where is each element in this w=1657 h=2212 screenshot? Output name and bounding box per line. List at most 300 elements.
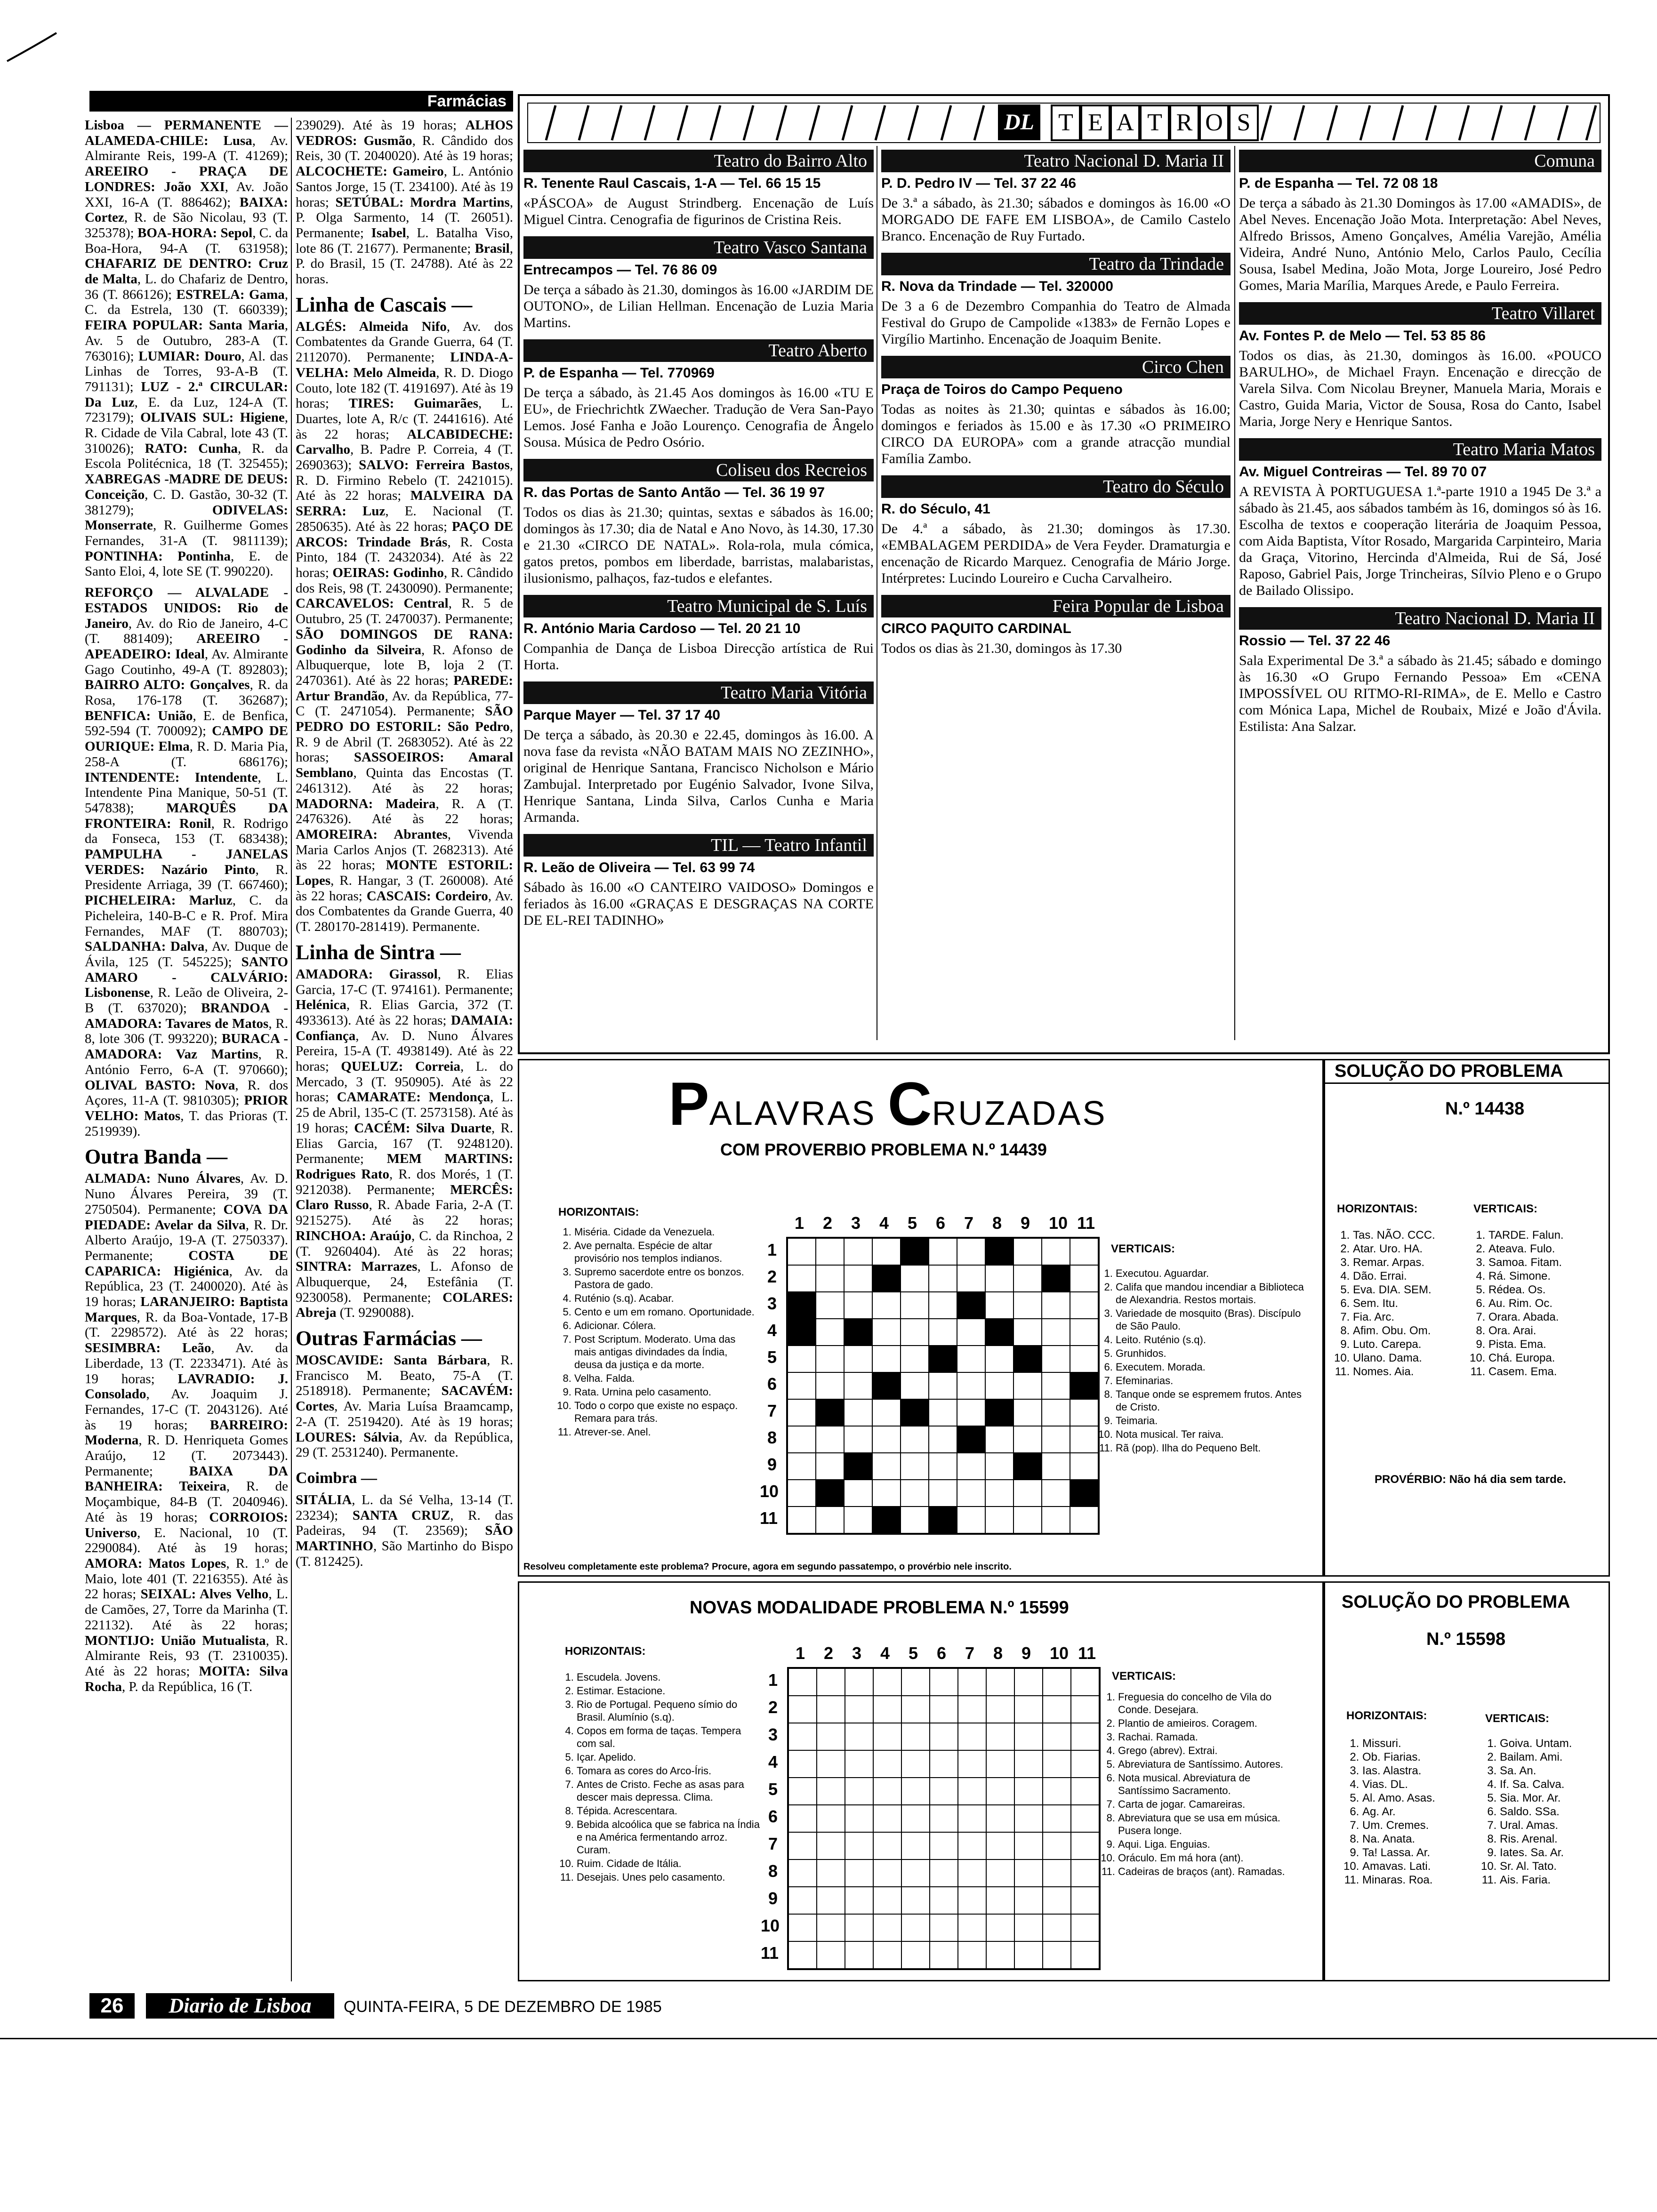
theatre-description: De terça a sábado às 21.30, domingos às 16.00 «JARDIM DE OUTONO», de Lilian Hellman. Encenação de Luzia Maria Martins.: [523, 282, 874, 330]
grid-cell: [1070, 1292, 1098, 1319]
grid-cell: [1014, 1668, 1043, 1696]
solution-1-horiz: [1332, 1228, 1464, 1378]
black-square: [872, 1507, 901, 1533]
crossword-title: [668, 1068, 1233, 1138]
solution-2-number: N.º 15598: [1426, 1629, 1506, 1649]
grid-cell: [958, 1832, 986, 1859]
grid-cell: [873, 1887, 901, 1914]
crossword-2-vert-label: VERTICAIS:: [1112, 1670, 1176, 1683]
grid-cell: [816, 1346, 844, 1372]
farmacias-column-2: [296, 118, 513, 1981]
grid-cell: [1014, 1941, 1043, 1969]
row-number: 8: [767, 1427, 777, 1447]
banner-letter: S: [1229, 104, 1259, 141]
clue-item: 11. Cadeiras de braços (ant). Ramadas.: [1118, 1865, 1302, 1878]
grid-cell: [788, 1480, 816, 1507]
pharmacy-paragraph: 239029). Até às 19 horas; ALHOS VEDROS: Gusmão, R. Cândido dos Reis, 30 (T. 2040020). Até às 19 horas; ALCOCHETE: Gameiro, L. António Santos Jorge, 15 (T. 234100). Até às 19 horas; SETÚBAL: Mordra Martins, P. Olga Sarmento, 14 (T. 26051). Permanente; Isabel, L. Batalha Viso, lote 86 (T. 21677). Permanente; Brasil, P. do Brasil, 15 (T. 24788). Até às 22 horas.: [296, 118, 513, 287]
theatre-address: CIRCO PAQUITO CARDINAL: [881, 621, 1071, 636]
grid-cell: [901, 1778, 930, 1805]
grid-cell: [985, 1453, 1014, 1480]
banner-letter: O: [1199, 104, 1229, 141]
clue-item: 4. Ruténio (s.q). Acabar.: [574, 1292, 758, 1305]
grid-cell: [1070, 1507, 1098, 1533]
grid-cell: [788, 1941, 817, 1969]
grid-cell: [986, 1887, 1014, 1914]
black-square: [816, 1480, 844, 1507]
clue-item: 2. Ateava. Fulo.: [1488, 1242, 1604, 1256]
theatre-listing: [523, 595, 874, 673]
farmacias-column-1: [85, 118, 288, 1981]
grid-cell: [901, 1832, 930, 1859]
grid-cell: [930, 1750, 958, 1778]
column-number: 3: [852, 1643, 862, 1663]
column-number: 6: [937, 1643, 947, 1663]
crossword-2-horiz-clues: [558, 1671, 760, 1884]
solution-2-vert-label: VERTICAIS:: [1485, 1712, 1550, 1725]
clue-item: 5. Içar. Apelido.: [577, 1751, 760, 1763]
theatre-title-bar: Circo Chen: [881, 356, 1231, 378]
grid-cell: [957, 1372, 985, 1399]
solution-1-number: N.º 14438: [1445, 1099, 1525, 1119]
theatre-description: De 3.ª a sábado, às 21.30; sábados e domingos às 16.00 «O MORGADO DE FAFE EM LISBOA», de Camilo Castelo Branco. Encenação de Ruy Furtado.: [881, 195, 1231, 244]
grid-cell: [872, 1319, 901, 1346]
grid-cell: [872, 1346, 901, 1372]
clue-item: 3. Rio de Portugal. Pequeno símio do Brasil. Alumínio (s.q).: [577, 1698, 760, 1723]
clue-item: 3. Remar. Arpas.: [1353, 1256, 1464, 1269]
clue-item: 5. Abreviatura de Santíssimo. Autores.: [1118, 1758, 1302, 1771]
grid-cell: [844, 1265, 872, 1292]
theatre-title-bar: Coliseu dos Recreios: [523, 459, 874, 481]
theatre-description: De terça a sábado, às 21.45 Aos domingos às 16.00 «TU E EU», de Friechrichtk ZWaecher. Tradução de Vera San-Payo Lemos. José Fanha e João Lourenço. Cenografia de Ângelo Sousa. Música de Pedro Osório.: [523, 385, 874, 450]
black-square: [816, 1399, 844, 1426]
grid-cell: [985, 1372, 1014, 1399]
grid-cell: [873, 1914, 901, 1941]
grid-cell: [816, 1238, 844, 1265]
theatre-description: Companhia de Dança de Lisboa Direcção artística de Rui Horta.: [523, 641, 874, 673]
theatre-address: Rossio — Tel. 37 22 46: [1239, 633, 1391, 649]
grid-cell: [929, 1292, 957, 1319]
theatre-listing: [523, 834, 874, 929]
theatre-description: De terça a sábado às 21.30 Domingos às 17.00 «AMADIS», de Abel Neves. Encenação João Mota. Interpretação: Abel Neves, Alfredo Brissos, Ameno Gonçalves, Amélia Varejão, Amélia Videira, André Nuno, António Melo, Carlos Paulo, Cecília Sousa, Isabel Medina, João Mota, Jorge Loureiro, José Pedro Gomes, Maria Marília, Marques Arede, e Paulo Ferreira.: [1239, 195, 1601, 293]
grid-cell: [901, 1941, 930, 1969]
black-square: [1070, 1480, 1098, 1507]
theatre-listing: [881, 150, 1231, 244]
crossword-1-horiz-label: HORIZONTAIS:: [558, 1206, 639, 1218]
grid-cell: [817, 1914, 845, 1941]
pharmacy-paragraph: REFORÇO — ALVALADE -ESTADOS UNIDOS: Rio de Janeiro, Av. do Rio de Janeiro, 4-C (T. 881409); AREEIRO -APEADEIRO: Ideal, Av. Almirante Gago Coutinho, 49-A (T. 892803); BAIRRO ALTO: Gonçalves, R. da Rosa, 176-178 (T. 362687); BENFICA: União, E. de Benfica, 592-594 (T. 700092); CAMPO DE OURIQUE: Elma, R. D. Maria Pia, 258-A (T. 686176); INTENDENTE: Intendente, L. Intendente Pina Manique, 50-51 (T. 547838); MARQUÊS DA FRONTEIRA: Ronil, R. Rodrigo da Fonseca, 153 (T. 683438); PAMPULHA - JANELAS VERDES: Nazário Pinto, R. Presidente Arriaga, 39 (T. 667460); PICHELEIRA: Marluz, C. da Picheleira, 140-B-C e R. Prof. Mira Fernandes, MAF (T. 880703); SALDANHA: Dalva, Av. Duque de Ávila, 125 (T. 545225); SANTO AMARO - CALVÁRIO: Lisbonense, R. Leão de Oliveira, 2-B (T. 637020); BRANDOA -AMADORA: Tavares de Matos, R. 8, lote 306 (T. 993220); BURACA - AMADORA: Vaz Martins, R. António Ferro, 6-A (T. 970660); OLIVAL BASTO: Nova, R. dos Açores, 11-A (T. 9810305); PRIOR VELHO: Matos, T. das Prioras (T. 2519939).: [85, 585, 288, 1139]
clue-item: 2. Ave pernalta. Espécie de altar provisório nos templos indianos.: [574, 1239, 758, 1265]
grid-cell: [1071, 1723, 1099, 1750]
black-square: [1014, 1453, 1042, 1480]
clue-item: 5. Cento e um em romano. Oportunidade.: [574, 1306, 758, 1318]
theatre-address: Entrecampos — Tel. 76 86 09: [523, 262, 717, 278]
grid-cell: [901, 1507, 929, 1533]
grid-cell: [816, 1319, 844, 1346]
theatre-title-bar: Teatro da Trindade: [881, 253, 1231, 275]
proverb-text: Não há dia sem tarde.: [1449, 1473, 1566, 1486]
crossword-1-vert-label: VERTICAIS:: [1111, 1242, 1175, 1255]
masthead: Diario de Lisboa: [146, 1993, 334, 2019]
grid-cell: [930, 1668, 958, 1696]
column-number: 5: [909, 1643, 918, 1663]
crossword-1-subtitle: COM PROVERBIO PROBLEMA N.º 14439: [720, 1140, 1047, 1159]
grid-cell: [958, 1750, 986, 1778]
grid-cell: [817, 1832, 845, 1859]
theatre-listing: [1239, 302, 1601, 430]
clue-item: 2. Estimar. Estacione.: [577, 1684, 760, 1697]
grid-cell: [929, 1238, 957, 1265]
column-number: 9: [1022, 1643, 1031, 1663]
grid-cell: [986, 1723, 1014, 1750]
clue-item: 9. Pista. Ema.: [1488, 1338, 1604, 1351]
grid-cell: [1071, 1859, 1099, 1887]
grid-cell: [930, 1805, 958, 1832]
clue-item: 11. Atrever-se. Anel.: [574, 1426, 758, 1438]
clue-item: 9. Teimaria.: [1116, 1414, 1304, 1427]
grid-cell: [985, 1426, 1014, 1453]
grid-cell: [985, 1346, 1014, 1372]
black-square: [844, 1319, 872, 1346]
column-number: 10: [1050, 1643, 1069, 1663]
grid-cell: [844, 1399, 872, 1426]
theatre-title-bar: Comuna: [1239, 150, 1601, 172]
theatre-description: De 4.ª a sábado, às 21.30; domingos às 17.30. «EMBALAGEM PERDIDA» de Vera Feyder. Dramaturgia e encenação de Ricardo Marquez. Cenografia de Mário Jorge. Intérpretes: Lucindo Loureiro e Cucha Carvalheiro.: [881, 521, 1231, 586]
theatre-address: R. do Século, 41: [881, 501, 990, 517]
clue-item: 11. Minaras. Roa.: [1362, 1873, 1478, 1887]
grid-cell: [1070, 1319, 1098, 1346]
grid-cell: [845, 1832, 873, 1859]
clue-item: 1. Miséria. Cidade da Venezuela.: [574, 1226, 758, 1238]
grid-cell: [901, 1668, 930, 1696]
clue-item: 3. Sa. An.: [1500, 1764, 1606, 1778]
grid-cell: [788, 1778, 817, 1805]
row-number: 10: [761, 1916, 780, 1935]
grid-cell: [901, 1887, 930, 1914]
grid-cell: [1043, 1941, 1071, 1969]
clue-item: 3. Samoa. Fitam.: [1488, 1256, 1604, 1269]
theatre-title-bar: Teatro Nacional D. Maria II: [1239, 607, 1601, 630]
grid-cell: [817, 1778, 845, 1805]
grid-cell: [1043, 1668, 1071, 1696]
grid-cell: [929, 1399, 957, 1426]
theatre-listing: [1239, 607, 1601, 735]
grid-cell: [957, 1399, 985, 1426]
grid-cell: [844, 1346, 872, 1372]
grid-cell: [929, 1319, 957, 1346]
theatre-listing: [881, 595, 1231, 657]
clue-item: 10. Amavas. Lati.: [1362, 1859, 1478, 1873]
clue-item: 8. Afim. Obu. Om.: [1353, 1324, 1464, 1338]
clue-item: 8. Ris. Arenal.: [1500, 1832, 1606, 1846]
black-square: [929, 1346, 957, 1372]
teatros-banner: [527, 103, 1601, 143]
grid-cell: [788, 1668, 817, 1696]
column-number: 4: [879, 1213, 889, 1233]
column-number: 1: [795, 1213, 804, 1233]
grid-cell: [1014, 1372, 1042, 1399]
grid-cell: [788, 1238, 816, 1265]
divider: [1324, 1082, 1610, 1084]
clue-item: 4. Dão. Errai.: [1353, 1269, 1464, 1283]
column-number: 10: [1049, 1213, 1068, 1233]
grid-cell: [1071, 1778, 1099, 1805]
grid-cell: [958, 1668, 986, 1696]
black-square: [957, 1426, 985, 1453]
grid-cell: [873, 1805, 901, 1832]
grid-cell: [788, 1859, 817, 1887]
grid-cell: [901, 1426, 929, 1453]
grid-cell: [845, 1805, 873, 1832]
grid-cell: [845, 1723, 873, 1750]
clue-item: 4. Rá. Simone.: [1488, 1269, 1604, 1283]
grid-cell: [1014, 1399, 1042, 1426]
grid-cell: [1071, 1805, 1099, 1832]
grid-cell: [929, 1426, 957, 1453]
grid-frame: [787, 1667, 1101, 1970]
theatre-title-bar: Teatro Maria Matos: [1239, 438, 1601, 461]
clue-item: 10. Chá. Europa.: [1488, 1351, 1604, 1365]
theatre-listing: [881, 356, 1231, 467]
grid-cell: [845, 1941, 873, 1969]
grid-cell: [788, 1750, 817, 1778]
clue-item: 11. Desejais. Unes pelo casamento.: [577, 1871, 760, 1883]
grid-cell: [929, 1372, 957, 1399]
clue-item: 9. Aqui. Liga. Enguias.: [1118, 1838, 1302, 1851]
clue-item: 10. Ruim. Cidade de Itália.: [577, 1857, 760, 1870]
column-number: 5: [908, 1213, 917, 1233]
grid-cell: [788, 1507, 816, 1533]
row-number: 4: [768, 1752, 778, 1771]
grid-cell: [930, 1723, 958, 1750]
grid-cell: [958, 1696, 986, 1723]
theatre-address: Av. Fontes P. de Melo — Tel. 53 85 86: [1239, 328, 1486, 344]
clue-item: 2. Atar. Uro. HA.: [1353, 1242, 1464, 1256]
theatre-listing: [523, 681, 874, 825]
theatre-listing: [523, 150, 874, 228]
grid-cell: [845, 1750, 873, 1778]
theatre-listing: [523, 459, 874, 586]
grid-cell: [985, 1265, 1014, 1292]
column-number: 8: [992, 1213, 1002, 1233]
grid-cell: [872, 1292, 901, 1319]
grid-cell: [845, 1668, 873, 1696]
clue-item: 6. Sem. Itu.: [1353, 1297, 1464, 1310]
row-number: 5: [767, 1347, 777, 1367]
theatre-description: «PÁSCOA» de August Strindberg. Encenação de Luís Miguel Cintra. Cenografia de figurinos de Cristina Reis.: [523, 195, 874, 227]
clue-item: 7. Fia. Arc.: [1353, 1310, 1464, 1324]
grid-cell: [957, 1265, 985, 1292]
row-number: 4: [767, 1320, 777, 1340]
title-big-c: C: [887, 1069, 932, 1138]
grid-frame: [786, 1237, 1100, 1535]
grid-cell: [1071, 1941, 1099, 1969]
footer: [89, 1993, 796, 2020]
crossword-1-horiz-clues: [555, 1226, 758, 1439]
black-square: [985, 1399, 1014, 1426]
grid-cell: [873, 1941, 901, 1969]
black-square: [844, 1453, 872, 1480]
theatre-listing: [881, 253, 1231, 347]
clue-item: 1. Tas. NÃO. CCC.: [1353, 1228, 1464, 1242]
grid-cell: [957, 1507, 985, 1533]
column-number: 8: [993, 1643, 1003, 1663]
clue-item: 6. Au. Rim. Oc.: [1488, 1297, 1604, 1310]
grid-cell: [985, 1507, 1014, 1533]
theatre-description: Todos os dias às 21.30, domingos às 17.30: [881, 641, 1122, 656]
grid-cell: [873, 1778, 901, 1805]
theatre-listing: [1239, 438, 1601, 599]
grid-cell: [1014, 1832, 1043, 1859]
clue-item: 6. Tomara as cores do Arco-Íris.: [577, 1764, 760, 1777]
grid-cell: [1014, 1723, 1043, 1750]
grid-cell: [930, 1832, 958, 1859]
grid-cell: [845, 1778, 873, 1805]
grid-cell: [1014, 1750, 1043, 1778]
grid-cell: [929, 1480, 957, 1507]
grid-cell: [958, 1914, 986, 1941]
clue-item: 7. Efeminarias.: [1116, 1374, 1304, 1387]
grid-cell: [1042, 1453, 1070, 1480]
grid-cell: [1071, 1887, 1099, 1914]
grid-cell: [844, 1372, 872, 1399]
grid-cell: [817, 1668, 845, 1696]
clue-item: 6. Adicionar. Cólera.: [574, 1319, 758, 1332]
theatre-description: De terça a sábado, às 20.30 e 22.45, domingos às 16.00. A nova fase da revista «NÃO BATAM MAIS NO ZEZINHO», original de Henrique Santana, Francisco Nicholson e Mário Zambujal. Interpretado por Eugénio Salvador, Ivone Silva, Henrique Santana, Linda Silva, Carlos Cunha e Maria Armanda.: [523, 727, 874, 825]
theatre-description: Sala Experimental De 3.ª a sábado às 21.45; sábado e domingo às 16.30 «O Grupo Fernando Pessoa» Em «CENA IMPOSSÍVEL OU RITMO-RI-RIMA», de E. Mello e Castro com Mónica Lapa, Michel de Roubaix, Mizé e João d'Ávila. Estilista: Ana Salzar.: [1239, 653, 1601, 734]
grid-cell: [929, 1265, 957, 1292]
clue-item: 5. Grunhidos.: [1116, 1347, 1304, 1360]
teatros-column-2: [881, 150, 1231, 1044]
row-number: 10: [760, 1481, 779, 1501]
black-square: [929, 1507, 957, 1533]
grid-cell: [788, 1832, 817, 1859]
clue-item: 8. Abreviatura que se usa em música. Pusera longe.: [1118, 1811, 1302, 1837]
clue-item: 7. Ural. Amas.: [1500, 1819, 1606, 1832]
pharmacy-paragraph: Linha de Cascais — ALGÉS: Almeida Nifo, Av. dos Combatentes da Grande Guerra, 64 (T. 2112070). Permanente; LINDA-A-VELHA: Melo Almeida, R. D. Diogo Couto, lote 182 (T. 4191697). Até às 19 horas; TIRES: Guimarães, L. Duartes, lote A, R/c (T. 2441616). Até às 22 horas; ALCABIDECHE: Carvalho, B. Padre P. Correia, 4 (T. 2690363); SALVO: Ferreira Bastos, R. D. Firmino Rebelo (T. 2421015). Até às 22 horas; MALVEIRA DA SERRA: Luz, E. Nacional (T. 2850635). Até às 22 horas; PAÇO DE ARCOS: Trindade Brás, R. Costa Pinto, 184 (T. 2432034). Até às 22 horas; OEIRAS: Godinho, R. Cândido dos Reis, 98 (T. 2430090). Permanente; CARCAVELOS: Central, R. 5 de Outubro, 25 (T. 2470037). Permanente; SÃO DOMINGOS DE RANA: Godinho da Silveira, R. Afonso de Albuquerque, lote B, loja 2 (T. 2470361). Até às 22 horas; PAREDE: Artur Brandão, Av. da República, 77-C (T. 2471054). Permanente; SÃO PEDRO DO ESTORIL: São Pedro, R. 9 de Abril (T. 2683052). Até às 22 horas; SASSOEIROS: Amaral Semblano, Quinta das Encostas (T. 2461312). Até às 22 horas; MADORNA: Madeira, R. A (T. 2476326). Até às 22 horas; AMOREIRA: Abrantes, Vivenda Maria Carlos Anjos (T. 2682313). Até às 22 horas; MONTE ESTORIL: Lopes, R. Hangar, 3 (T. 260008). Até às 22 horas; CASCAIS: Cordeiro, Av. dos Combatentes da Grande Guerra, 40 (T. 280170-281419). Permanente.: [296, 293, 513, 935]
clue-item: 1. Escudela. Jovens.: [577, 1671, 760, 1683]
grid-cell: [1071, 1668, 1099, 1696]
theatre-address: P. de Espanha — Tel. 770969: [523, 365, 715, 381]
clue-item: 6. Nota musical. Abreviatura de Santíssimo Sacramento.: [1118, 1771, 1302, 1797]
title-part-2: RUZADAS: [932, 1095, 1107, 1132]
row-number: 6: [767, 1374, 777, 1394]
teatros-column-3: [1239, 150, 1601, 1044]
solution-2-horiz-label: HORIZONTAIS:: [1346, 1709, 1427, 1722]
grid-cell: [844, 1238, 872, 1265]
theatre-address: Parque Mayer — Tel. 37 17 40: [523, 707, 720, 723]
grid-cell: [930, 1696, 958, 1723]
solution-2-horiz: [1342, 1737, 1478, 1887]
grid-cell: [957, 1238, 985, 1265]
grid-cell: [788, 1723, 817, 1750]
clue-item: 6. Saldo. SSa.: [1500, 1805, 1606, 1819]
grid-cell: [816, 1372, 844, 1399]
clue-item: 3. Variedade de mosquito (Bras). Discípulo de São Paulo.: [1116, 1307, 1304, 1332]
grid-cell: [1043, 1914, 1071, 1941]
clue-item: 4. Grego (abrev). Extrai.: [1118, 1744, 1302, 1757]
grid-cell: [1014, 1887, 1043, 1914]
row-number: 7: [767, 1401, 777, 1420]
issue-date: QUINTA-FEIRA, 5 DE DEZEMBRO DE 1985: [344, 1998, 662, 2016]
grid-cell: [958, 1859, 986, 1887]
grid-cell: [1042, 1319, 1070, 1346]
theatre-listing: [881, 475, 1231, 586]
clue-item: 11. Rã (pop). Ilha do Pequeno Belt.: [1116, 1442, 1304, 1454]
clue-item: 8. Tanque onde se espremem frutos. Antes de Cristo.: [1116, 1388, 1304, 1413]
grid-cell: [985, 1480, 1014, 1507]
row-number: 1: [768, 1670, 778, 1690]
clue-item: 9. Bebida alcoólica que se fabrica na Índia e na América fermentando arroz. Curam.: [577, 1818, 760, 1856]
crossword-1-footer: Resolveu completamente este problema? Procure, agora em segundo passatempo, o provérbio nele inscrito.: [523, 1562, 1012, 1572]
grid-cell: [844, 1292, 872, 1319]
grid-cell: [788, 1265, 816, 1292]
grid-cell: [986, 1750, 1014, 1778]
row-number: 11: [761, 1943, 779, 1963]
column-number: 1: [796, 1643, 805, 1663]
grid-cell: [930, 1859, 958, 1887]
clue-item: 2. Bailam. Ami.: [1500, 1750, 1606, 1764]
grid-cell: [817, 1805, 845, 1832]
row-number: 9: [767, 1454, 777, 1474]
theatre-title-bar: Teatro do Bairro Alto: [523, 150, 874, 172]
teatros-column-1: [523, 150, 874, 1044]
clue-item: 4. Leito. Ruténio (s.q).: [1116, 1333, 1304, 1346]
crossword-1-vert-clues: [1097, 1267, 1304, 1455]
crossword-2-horiz-label: HORIZONTAIS:: [565, 1645, 646, 1658]
solution-2-title: SOLUÇÃO DO PROBLEMA: [1342, 1592, 1570, 1612]
pharmacy-paragraph: Outra Banda — ALMADA: Nuno Álvares, Av. D. Nuno Álvares Pereira, 39 (T. 2750504). Permanente; COVA DA PIEDADE: Avelar da Silva, R. Dr. Alberto Araújo, 19-A (T. 2750337). Permanente; COSTA DE CAPARICA: Higiénica, Av. da República, 23 (T. 2400020). Até às 19 horas; LARANJEIRO: Baptista Marques, R. da Boa-Vontade, 17-B (T. 2298572). Até às 22 horas; SESIMBRA: Leão, Av. da Liberdade, 13 (T. 2233471). Até às 19 horas; LAVRADIO: J. Consolado, Av. Joaquim J. Fernandes, 17-C (T. 2043126). Até às 19 horas; BARREIRO: Moderna, R. D. Henriqueta Gomes Araújo, 12 (T. 2073443). Permanente; BAIXA DA BANHEIRA: Teixeira, R. de Moçambique, 84-B (T. 2040946). Até às 19 horas; CORROIOS: Universo, E. Nacional, 10 (T. 2290084). Até às 19 horas; AMORA: Matos Lopes, R. 1.º de Maio, lote 401 (T. 2216355). Até às 22 horas; SEIXAL: Alves Velho, L. de Camões, 27, Torre da Marinha (T. 221132). Até às 22 horas; MONTIJO: União Mutualista, R. Almirante Reis, 93 (T. 2310035). Até às 22 horas; MOITA: Silva Rocha, P. da República, 16 (T.: [85, 1145, 288, 1694]
grid-cell: [901, 1805, 930, 1832]
grid-cell: [930, 1914, 958, 1941]
grid-cell: [1042, 1372, 1070, 1399]
clue-item: 5. Rédea. Os.: [1488, 1283, 1604, 1297]
grid-cell: [788, 1887, 817, 1914]
clue-item: 10. Todo o corpo que existe no espaço. Remara para trás.: [574, 1399, 758, 1425]
grid-cell: [986, 1941, 1014, 1969]
black-square: [1014, 1346, 1042, 1372]
grid-cell: [844, 1507, 872, 1533]
clue-item: 3. Rachai. Ramada.: [1118, 1731, 1302, 1743]
column-number: 4: [880, 1643, 890, 1663]
grid-cell: [845, 1914, 873, 1941]
grid-cell: [1014, 1480, 1042, 1507]
solution-1-vert-label: VERTICAIS:: [1473, 1202, 1538, 1215]
grid-cell: [901, 1696, 930, 1723]
theatre-address: R. das Portas de Santo Antão — Tel. 36 19 97: [523, 485, 825, 500]
row-number: 1: [767, 1240, 777, 1259]
grid-cell: [845, 1887, 873, 1914]
grid-cell: [1014, 1292, 1042, 1319]
grid-cell: [986, 1696, 1014, 1723]
grid-cell: [957, 1319, 985, 1346]
theatre-address: Praça de Toiros do Campo Pequeno: [881, 382, 1123, 397]
theatre-title-bar: Feira Popular de Lisboa: [881, 595, 1231, 617]
black-square: [788, 1319, 816, 1346]
black-square: [985, 1319, 1014, 1346]
grid-cell: [901, 1346, 929, 1372]
grid-cell: [1042, 1238, 1070, 1265]
grid-cell: [872, 1480, 901, 1507]
grid-cell: [816, 1453, 844, 1480]
grid-cell: [1043, 1696, 1071, 1723]
grid-cell: [816, 1292, 844, 1319]
grid-cell: [1043, 1887, 1071, 1914]
grid-cell: [873, 1668, 901, 1696]
row-number: 11: [760, 1508, 778, 1528]
clue-item: 3. Ias. Alastra.: [1362, 1764, 1478, 1778]
grid-cell: [873, 1859, 901, 1887]
grid-cell: [986, 1859, 1014, 1887]
